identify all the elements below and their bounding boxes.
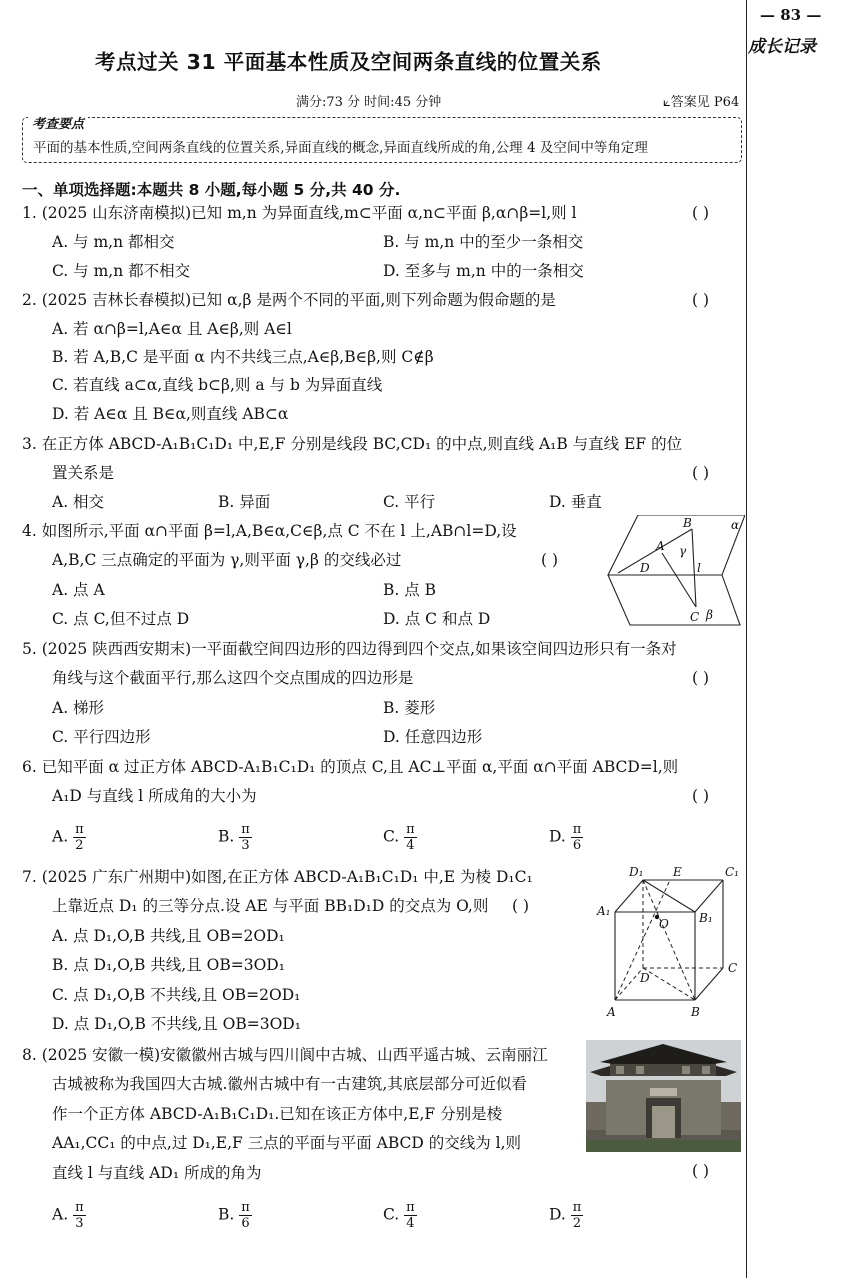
q2-option-d: D. 若 A∈α 且 B∈α,则直线 AB⊂α — [52, 405, 289, 423]
label-O: O — [659, 917, 669, 931]
keypoints-text: 平面的基本性质,空间两条直线的位置关系,异面直线的概念,异面直线所成的角,公理 4 及空间中等角定理 — [33, 140, 648, 156]
q7-option-c: C. 点 D₁,O,B 不共线,且 OB=2OD₁ — [52, 986, 301, 1004]
label-B: B — [683, 516, 692, 530]
q8-option-a: A. $\frac{\pi}{3}$ — [52, 1200, 84, 1231]
label-D1: D₁ — [629, 865, 644, 879]
q6-option-b: B. $\frac{\pi}{3}$ — [218, 822, 250, 853]
answer-arrow-icon: ⟀ — [663, 95, 671, 110]
q8-stem-line1: 8. (2025 安徽一模)安徽徽州古城与四川阆中古城、山西平遥古城、云南丽江 — [22, 1046, 548, 1064]
page-number: — 83 — — [760, 6, 822, 24]
q8-stem-line2: 古城被称为我国四大古城.徽州古城中有一古建筑,其底层部分可近似看 — [52, 1075, 527, 1093]
q3-option-a: A. 相交 — [52, 493, 105, 511]
section-title: 一、单项选择题:本题共 8 小题,每小题 5 分,共 40 分. — [22, 181, 401, 199]
label-gamma: γ — [679, 544, 687, 558]
q1-stem: 1. (2025 山东济南模拟)已知 m,n 为异面直线,m⊂平面 α,n⊂平面 β,α∩β=l,则 l — [22, 204, 577, 222]
q5-option-c: C. 平行四边形 — [52, 728, 151, 746]
q7-option-d: D. 点 D₁,O,B 不共线,且 OB=3OD₁ — [52, 1015, 301, 1033]
label-C: C — [690, 610, 700, 624]
q8-stem-line4: AA₁,CC₁ 的中点,过 D₁,E,F 三点的平面与平面 ABCD 的交线为 l,则 — [52, 1134, 522, 1152]
plane-alpha — [608, 515, 745, 575]
line-AC — [662, 553, 696, 607]
q6-option-c: C. $\frac{\pi}{4}$ — [383, 822, 415, 853]
q7-answer-paren: ( ) — [512, 897, 530, 915]
q8-answer-paren: ( ) — [692, 1162, 710, 1180]
label-alpha: α — [731, 518, 740, 532]
label-E: E — [673, 865, 682, 879]
q3-option-d: D. 垂直 — [549, 493, 602, 511]
q3-option-b: B. 异面 — [218, 493, 271, 511]
q6-answer-paren: ( ) — [692, 787, 710, 805]
q3-stem-line2: 置关系是 — [52, 464, 115, 482]
q3-option-c: C. 平行 — [383, 493, 436, 511]
q5-option-d: D. 任意四边形 — [383, 728, 483, 746]
keypoints-label: 考查要点 — [28, 113, 88, 132]
q5-stem-line1: 5. (2025 陕西西安期末)一平面截空间四边形的四边得到四个交点,如果该空间四边形只有一条对 — [22, 640, 677, 658]
label-A: A — [607, 1005, 616, 1019]
q4-option-c: C. 点 C,但不过点 D — [52, 610, 190, 628]
side-label: 成长记录 — [748, 37, 816, 57]
label-C1: C₁ — [725, 865, 739, 879]
label-l: l — [697, 561, 701, 575]
q5-option-b: B. 菱形 — [383, 699, 436, 717]
q5-answer-paren: ( ) — [692, 669, 710, 687]
q4-option-d: D. 点 C 和点 D — [383, 610, 491, 628]
label-A: A — [656, 539, 665, 553]
label-C: C — [728, 961, 738, 975]
margin-divider — [746, 0, 747, 1278]
q7-option-b: B. 点 D₁,O,B 共线,且 OB=3OD₁ — [52, 956, 285, 974]
q4-option-b: B. 点 B — [383, 581, 437, 599]
q1-answer-paren: ( ) — [692, 204, 710, 222]
q5-stem-line2: 角线与这个截面平行,那么这四个交点围成的四边形是 — [52, 669, 414, 687]
q1-option-c: C. 与 m,n 都不相交 — [52, 262, 191, 280]
q4-stem-line2: A,B,C 三点确定的平面为 γ,则平面 γ,β 的交线必过 — [52, 551, 402, 569]
plane-beta — [608, 575, 740, 625]
q6-stem-line2: A₁D 与直线 l 所成角的大小为 — [52, 787, 257, 805]
score-time: 满分:73 分 时间:45 分钟 — [296, 95, 442, 110]
q3-answer-paren: ( ) — [692, 464, 710, 482]
q2-option-c: C. 若直线 a⊂α,直线 b⊂β,则 a 与 b 为异面直线 — [52, 376, 383, 394]
q1-option-b: B. 与 m,n 中的至少一条相交 — [383, 233, 584, 251]
label-A1: A₁ — [597, 904, 611, 918]
q8-option-c: C. $\frac{\pi}{4}$ — [383, 1200, 415, 1231]
q2-stem: 2. (2025 吉林长春模拟)已知 α,β 是两个不同的平面,则下列命题为假命题的是 — [22, 291, 556, 309]
q6-option-a: A. $\frac{\pi}{2}$ — [52, 822, 84, 853]
line-BC — [692, 529, 696, 607]
q1-option-d: D. 至多与 m,n 中的一条相交 — [383, 262, 584, 280]
q2-option-a: A. 若 α∩β=l,A∈α 且 A∈β,则 A∈l — [52, 320, 292, 338]
q6-option-d: D. $\frac{\pi}{6}$ — [549, 822, 582, 853]
answer-ref: ⟀答案见 P64 — [663, 95, 740, 110]
ancient-gate-photo — [586, 1040, 741, 1152]
q7-option-a: A. 点 D₁,O,B 共线,且 OB=2OD₁ — [52, 927, 285, 945]
q4-answer-paren: ( ) — [541, 551, 559, 569]
label-B1: B₁ — [699, 911, 713, 925]
q8-stem-line3: 作一个正方体 ABCD-A₁B₁C₁D₁.已知在该正方体中,E,F 分别是棱 — [52, 1105, 503, 1123]
q2-answer-paren: ( ) — [692, 291, 710, 309]
q3-stem-line1: 3. 在正方体 ABCD-A₁B₁C₁D₁ 中,E,F 分别是线段 BC,CD₁ 的中点,则直线 A₁B 与直线 EF 的位 — [22, 435, 683, 453]
q6-stem-line1: 6. 已知平面 α 过正方体 ABCD-A₁B₁C₁D₁ 的顶点 C,且 AC⊥平面 α,平面 α∩平面 ABCD=l,则 — [22, 758, 679, 776]
label-beta: β — [706, 608, 713, 622]
q7-stem-line1: 7. (2025 广东广州期中)如图,在正方体 ABCD-A₁B₁C₁D₁ 中,E 为棱 D₁C₁ — [22, 868, 533, 886]
label-B: B — [691, 1005, 700, 1019]
q8-option-b: B. $\frac{\pi}{6}$ — [218, 1200, 250, 1231]
q8-option-d: D. $\frac{\pi}{2}$ — [549, 1200, 582, 1231]
page-title: 考点过关 31 平面基本性质及空间两条直线的位置关系 — [95, 50, 602, 74]
q7-cube-figure — [595, 860, 745, 1025]
q2-option-b: B. 若 A,B,C 是平面 α 内不共线三点,A∈β,B∈β,则 C∉β — [52, 348, 434, 366]
label-D: D — [640, 561, 650, 575]
q4-planes-figure — [600, 515, 745, 627]
q7-stem-line2: 上靠近点 D₁ 的三等分点.设 AE 与平面 BB₁D₁D 的交点为 O,则 — [52, 897, 489, 915]
q1-option-a: A. 与 m,n 都相交 — [52, 233, 175, 251]
q4-stem-line1: 4. 如图所示,平面 α∩平面 β=l,A,B∈α,C∈β,点 C 不在 l 上,AB∩l=D,设 — [22, 522, 517, 540]
q8-stem-line5: 直线 l 与直线 AD₁ 所成的角为 — [52, 1164, 262, 1182]
q5-option-a: A. 梯形 — [52, 699, 105, 717]
q4-option-a: A. 点 A — [52, 581, 105, 599]
label-D: D — [640, 971, 650, 985]
